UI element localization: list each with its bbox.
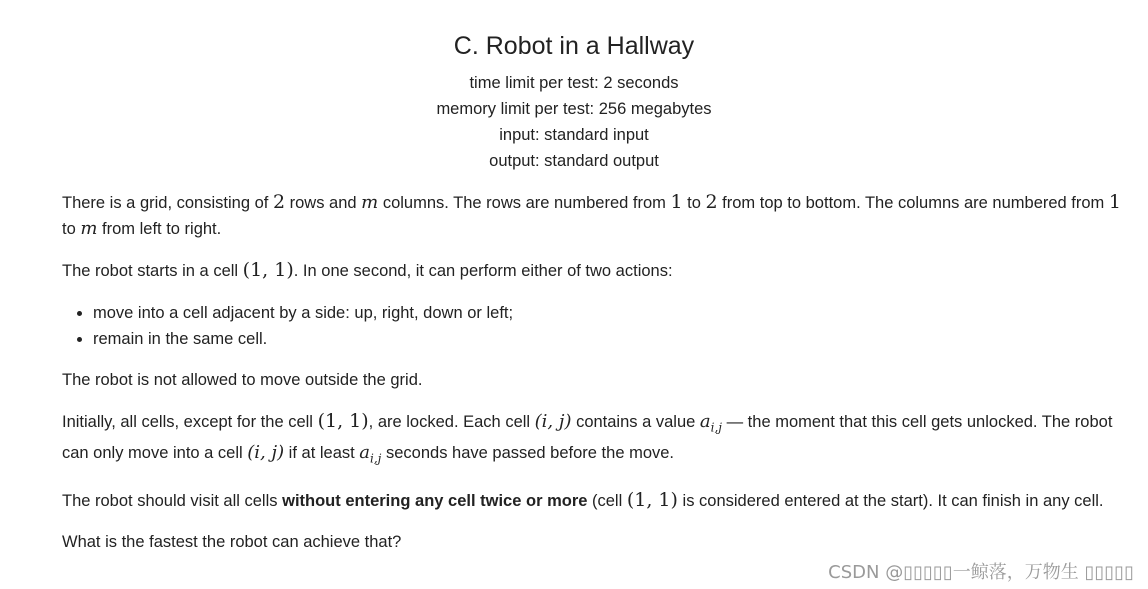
text-span: rows and (285, 194, 362, 212)
math-cell-i-j: (i, j) (534, 411, 572, 432)
text-span: . In one second, it can perform either of two actions: (293, 262, 673, 280)
text-span: is considered entered at the start). It can finish in any cell. (677, 491, 1104, 510)
math-cell-1-1: (1, 1) (242, 259, 294, 281)
locked-cells-paragraph (62, 409, 1128, 472)
boundary-paragraph: The robot is not allowed to move outside the grid. (62, 371, 423, 389)
text-span: The robot starts in a cell (62, 262, 243, 280)
csdn-watermark: CSDN @▯▯▯▯▯一鲸落，万物生 ▯▯▯▯▯ (828, 562, 1134, 583)
math-m: m (80, 218, 98, 239)
text-span: if at least (284, 444, 360, 463)
text-span: columns. The rows are numbered from (378, 194, 671, 212)
actions-list (62, 300, 1128, 352)
time-limit: time limit per test: 2 seconds (469, 74, 679, 92)
text-span: seconds have passed before the move. (381, 444, 675, 463)
math-subscript: i,j (370, 451, 382, 466)
math-1: 1 (670, 191, 683, 213)
math-cell-1-1: (1, 1) (317, 410, 369, 432)
problem-statement (62, 190, 1128, 571)
math-2: 2 (705, 191, 718, 213)
text-span: There is a grid, consisting of (62, 194, 273, 212)
memory-limit: memory limit per test: 256 megabytes (436, 100, 712, 118)
text-span: to (682, 194, 706, 212)
math-m: m (361, 192, 379, 213)
text-span: contains a value (571, 413, 700, 431)
text-span: The robot should visit all cells (62, 491, 283, 510)
math-a: a (359, 442, 371, 464)
math-a: a (699, 411, 711, 432)
output-spec: output: standard output (489, 152, 659, 170)
visit-all-paragraph (62, 488, 1128, 514)
robot-start-paragraph (62, 258, 1128, 284)
input-spec: input: standard input (499, 126, 649, 144)
math-2: 2 (272, 191, 286, 213)
math-cell-i-j: (i, j) (247, 442, 285, 464)
math-subscript: i,j (710, 420, 723, 435)
text-span: from left to right. (97, 220, 222, 238)
text-span: to (62, 220, 81, 238)
text-span: (cell (587, 491, 627, 510)
bold-constraint: without entering any cell twice or more (282, 491, 588, 510)
grid-description-paragraph (62, 190, 1128, 242)
text-span: — the moment that this cell gets unlocked. The robot can only move into a cell (62, 413, 1113, 463)
problem-title: C. Robot in a Hallway (453, 32, 695, 60)
text-span: Initially, all cells, except for the cell (62, 413, 318, 431)
math-1: 1 (1108, 191, 1121, 213)
question-paragraph: What is the fastest the robot can achieve that? (62, 532, 402, 551)
problem-header (0, 0, 1148, 174)
list-item: • remain in the same cell. (93, 326, 1128, 352)
list-item: • move into a cell adjacent by a side: up, right, down or left; (93, 300, 1128, 326)
text-span: , are locked. Each cell (368, 413, 535, 431)
text-span: from top to bottom. The columns are numbered from (717, 194, 1109, 212)
math-cell-1-1: (1, 1) (626, 488, 678, 511)
